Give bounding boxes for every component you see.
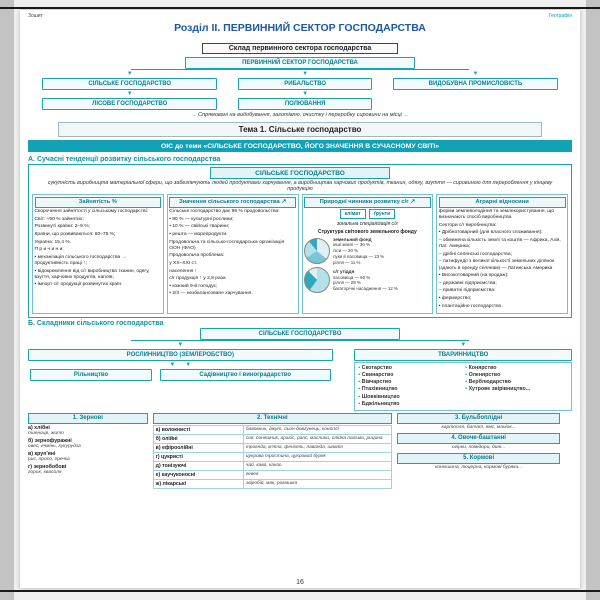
technical-title: 2. Технічні <box>153 413 392 424</box>
factor-climate: клімат <box>340 209 366 219</box>
table-row <box>28 451 148 462</box>
table-row <box>153 479 392 489</box>
text-line: у XX–XXI ст. <box>169 260 198 266</box>
flow-branch-mining: ВИДОБУВНА ПРОМИСЛОВІСТЬ <box>393 78 558 90</box>
livestock-item: ▪ Конярство <box>465 365 568 371</box>
crop-examples: пшениця, жито <box>28 431 64 437</box>
pie-legend-entry: ліси — 30 % <box>333 248 359 254</box>
pie-chart-farmland <box>304 267 431 293</box>
col-natural-factors <box>302 194 434 314</box>
text-line: Розвинуті країни: 2–9 %; <box>34 224 90 230</box>
table-row <box>153 461 392 470</box>
pie-legend <box>333 269 398 292</box>
section-a-columns <box>32 194 568 314</box>
text-line: с/г продукція ↑ у 2,8 раза <box>169 276 226 282</box>
livestock-item: ▪ Оленярство <box>465 372 568 378</box>
text-line: • плантаційне господарство. <box>438 303 503 309</box>
crop-group-label: г) цукристі <box>154 453 244 461</box>
text-line: – обмежена кількість землі та коштів — Африка, Азія, Лат. Америка; <box>438 238 561 250</box>
cereals-rows <box>28 425 148 475</box>
flow-root-agriculture: СІЛЬСЬКЕ ГОСПОДАРСТВО <box>200 328 400 340</box>
col-importance <box>167 194 299 314</box>
table-row <box>28 464 148 475</box>
table-row <box>153 425 392 434</box>
text-line: Світ: ≈50 % зайнятих; <box>34 216 84 222</box>
livestock-item: ▪ Свинарство <box>358 372 461 378</box>
text-line: • відокремлення від с/г виробництва тканин, одягу, взуття, харчових продуктів, напоїв; <box>34 268 150 280</box>
col-importance-body <box>169 209 296 299</box>
text-line: • Високотоварний (на продаж): <box>438 273 509 279</box>
col-agrarian-relations <box>436 194 568 314</box>
text-line: Скорочення зайнятості у сільському господарстві: <box>34 209 149 214</box>
crop-examples: конюшина, люцерна, кормові буряки... <box>434 464 523 470</box>
pie-chart <box>304 238 330 264</box>
text-line: форми землеволодіння та землекористування, що визначають спосіб виробництва <box>438 209 554 221</box>
crop-examples: гевея <box>245 472 259 478</box>
crop-group-label: ж) лікарські <box>154 480 244 488</box>
crop-examples: звіробій, мак, ромашка <box>245 481 298 487</box>
section-title: Розділ ІІ. ПЕРВИННИЙ СЕКТОР ГОСПОДАРСТВА <box>174 22 426 34</box>
tubers-title: 3. Бульбоплідні <box>397 413 560 424</box>
running-head <box>28 13 572 19</box>
flow-sub-hunting: ПОЛЮВАННЯ <box>238 98 372 110</box>
text-line: Країни, що розвиваються: 60–75 %; <box>34 231 116 237</box>
arrow-right-icon: → <box>191 112 197 118</box>
crop-group-label: в) ефіроолійні <box>154 444 244 452</box>
livestock-list-1 <box>358 365 461 408</box>
cereals-title: 1. Зернові <box>28 413 148 424</box>
down-arrow-icon: ▼ <box>126 71 133 77</box>
col-agrarian-relations-header: Аграрні відносини <box>439 197 566 208</box>
page-number: 16 <box>296 579 304 586</box>
text-line: Продовольча проблема: <box>169 253 225 259</box>
branch-field-crops: Рільництво <box>30 369 152 381</box>
livestock-item: ▪ Бджільництво <box>358 401 461 407</box>
crop-examples: чай, кава, какао <box>245 463 282 469</box>
zonal-specialization: зональна спеціалізація с/г <box>336 220 398 227</box>
fodder-block <box>397 453 560 470</box>
pie-legend <box>333 237 384 266</box>
down-arrow-icon: ▼ <box>302 91 309 97</box>
tubers-block <box>397 413 560 430</box>
arrow-left-icon: ← <box>403 112 409 118</box>
flow-note <box>28 112 572 118</box>
pie-legend-entry: рілля — 28 % <box>333 280 361 286</box>
text-line: – дрібні селянські господарства; <box>438 251 512 257</box>
crop-growing-children <box>28 369 333 381</box>
livestock-item: ▪ Птахівництво <box>358 386 461 392</box>
col-employment <box>32 194 164 314</box>
col-employment-body <box>35 209 162 290</box>
text-line: Україна: 15,4 %. <box>34 239 72 245</box>
down-arrow-icon: ▼ <box>460 341 467 348</box>
pie-legend-entry: луки й пасовища — 23 % <box>333 253 385 259</box>
table-row <box>153 470 392 479</box>
factor-soils: ґрунти <box>369 209 396 219</box>
pie-legend-entry: багаторічні насадження — 12 % <box>333 286 398 292</box>
col-natural-factors-header: Природні чинники розвитку с/г ↗ <box>304 197 431 208</box>
table-row <box>153 443 392 452</box>
pie-chart <box>304 267 330 293</box>
technical-table <box>153 413 392 577</box>
livestock-item: ▪ Шовківництво <box>358 394 461 400</box>
section-a-heading: А. Сучасні тенденції розвитку сільського господарства <box>28 156 221 163</box>
fodder-title: 5. Кормові <box>397 453 560 464</box>
livestock-item: ▪ Хутрове звірівництво... <box>465 386 568 392</box>
running-head-left: Зошит <box>28 13 43 19</box>
page-footer <box>28 577 572 586</box>
crop-group-label: в) круп'яні <box>28 451 56 458</box>
crop-examples: троянда, м'ята, фенхель, лаванда, шавлія <box>245 445 343 451</box>
text-line: Сектори с/г виробництва: <box>438 222 497 228</box>
pie-legend-entry: рілля — 11 % <box>333 259 361 265</box>
pie-caption: с/г угіддя <box>333 268 355 274</box>
down-arrow-icon: ▼ ▼ <box>169 361 192 368</box>
text-line: • 10 % — свійські тварини; <box>169 224 230 230</box>
down-arrow-icon: ▼ <box>177 341 184 348</box>
agriculture-box-title: СІЛЬСЬКЕ ГОСПОДАРСТВО <box>210 167 390 179</box>
crop-examples: огірки, помідори, дині... <box>451 444 506 450</box>
book-page <box>20 10 580 588</box>
table-row <box>28 425 148 436</box>
down-arrow-icon: ▼ <box>472 71 479 77</box>
crop-group-label: б) олійні <box>154 435 244 443</box>
section-b-heading: Б. Складники сільського господарства <box>28 319 164 327</box>
col-importance-header: Значення сільського господарства ↗ <box>169 197 296 208</box>
ois-bar: ОІС до теми «СІЛЬСЬКЕ ГОСПОДАРСТВО, ЙОГО ЗНАЧЕННЯ В СУЧАСНОМУ СВІТІ» <box>28 140 572 152</box>
livestock-item: ▪ Скотарство <box>358 365 461 371</box>
flow-branches <box>28 71 572 110</box>
crop-examples: цукрова тростина, цукровий буряк <box>245 454 326 460</box>
crop-group-label: д) тонізуючі <box>154 462 244 470</box>
crop-examples: горох, квасоля <box>28 470 62 476</box>
text-line: • 80 % — культурні рослини; <box>169 216 234 222</box>
col-employment-header: Зайнятість % <box>35 197 162 208</box>
branch-horticulture: Садівництво і виноградарство <box>160 369 331 381</box>
composition-heading: Склад первинного сектора господарства <box>202 43 399 54</box>
down-arrow-icon: ▼ <box>302 71 309 77</box>
pie-caption: земельний фонд <box>333 236 372 242</box>
text-line: • Дрібнотоварний (для власного споживання): <box>438 230 543 236</box>
crop-group-label: а) волокнисті <box>154 426 244 434</box>
crop-group-label: г) зернобобові <box>28 464 67 471</box>
branch-crop-growing: РОСЛИННИЦТВО (ЗЕМЛЕРОБСТВО) <box>28 349 333 361</box>
text-line: – державні підприємства; <box>438 280 497 286</box>
table-row <box>28 438 148 449</box>
section-b-branches <box>28 342 572 411</box>
text-line: населення ↑ <box>169 268 198 274</box>
crop-examples: рис, просо, гречка <box>28 457 70 463</box>
crop-examples: бавовник, джут, льон-довгунець, коноплі <box>245 427 339 433</box>
col-agrarian-relations-body <box>439 209 566 311</box>
livestock-item: ▪ Верблюдарство <box>465 379 568 385</box>
topic-title: Тема 1. Сільське господарство <box>58 122 542 137</box>
text-line: • імпорт с/г продукції розвинутих країн. <box>34 282 123 288</box>
branch-livestock: ТВАРИННИЦТВО <box>354 349 572 361</box>
crop-examples: овес, ячмінь, кукурудза <box>28 444 81 450</box>
livestock-list-2 <box>465 365 568 408</box>
livestock-item: ▪ Вівчарство <box>358 379 461 385</box>
crop-group-label: е) каучуконосні <box>154 471 244 479</box>
pie-legend-items <box>333 242 384 265</box>
pie-charts-title: Структура світового земельного фонду <box>317 228 417 235</box>
text-line: • кожний 9-й голодує; <box>169 283 218 289</box>
table-row <box>153 434 392 443</box>
pie-legend-entry: пасовища — 60 % <box>333 274 371 280</box>
text-line: П р и ч и н и: <box>34 247 64 253</box>
text-line: – латифундії з великої кількості земельних ділянок (здають в оренду селянам) — Латинська Америка <box>438 259 555 271</box>
vegetables-block <box>397 433 560 450</box>
text-line: Сільське господарство дає 98 % продовольства: <box>169 209 280 214</box>
crop-examples: соя, соняшник, арахіс, рапс, маслини, олійна пальма, рицина <box>245 436 383 442</box>
crop-examples: картопля, батат, ямс, маніок... <box>441 424 516 430</box>
down-arrow-icon: ▼ <box>126 91 133 97</box>
text-line: • фермерство; <box>438 296 472 301</box>
section-a-box <box>28 164 572 318</box>
pie-legend-entry: інші землі — 36 % <box>333 242 370 248</box>
text-line: – приватні підприємства: <box>438 288 496 294</box>
flow-branch-agriculture: СІЛЬСЬКЕ ГОСПОДАРСТВО <box>42 78 217 90</box>
flow-root-primary-sector: ПЕРВИННИЙ СЕКТОР ГОСПОДАРСТВА <box>185 57 415 69</box>
factor-chips <box>304 209 431 219</box>
pie-legend-items <box>333 275 398 292</box>
flow-branch-fishing: РИБАЛЬСТВО <box>238 78 372 90</box>
crop-group-label: б) зернофуражні <box>28 438 72 445</box>
livestock-lists <box>354 362 572 411</box>
text-line: • решта — морепродукти. <box>169 231 228 237</box>
cereals-table <box>28 413 148 577</box>
technical-rows <box>153 425 392 489</box>
flow-sub-forestry: ЛІСОВЕ ГОСПОДАРСТВО <box>42 98 217 110</box>
agriculture-definition: сукупність виробництв матеріальної сфери, що забезпечують людей продуктами харчування, а виробництва харчових продуктів, тканин, одягу, взуття — сировиною для перероблення у кінцеву продукцію <box>47 180 553 192</box>
crop-group-label: а) хлібні <box>28 425 50 432</box>
text-line: • механізація сільського господарства → продуктивність праці ↑; <box>34 254 127 266</box>
running-head-right: Географія <box>548 13 572 19</box>
table-row <box>153 452 392 461</box>
text-line: Продовольча та сільсько-господарська організація ООН (ФАО) <box>169 239 285 251</box>
flow-note-text: Спрямовані на видобування, заготівлю, очистку і переробку сировини на місці <box>198 112 402 118</box>
text-line: • 2/3 — незбалансоване харчування. <box>169 291 253 297</box>
crop-tables <box>28 413 572 577</box>
right-crop-blocks <box>397 413 560 577</box>
vegetables-title: 4. Овоче-баштанні <box>397 433 560 444</box>
pie-chart-land-fund <box>304 237 431 266</box>
